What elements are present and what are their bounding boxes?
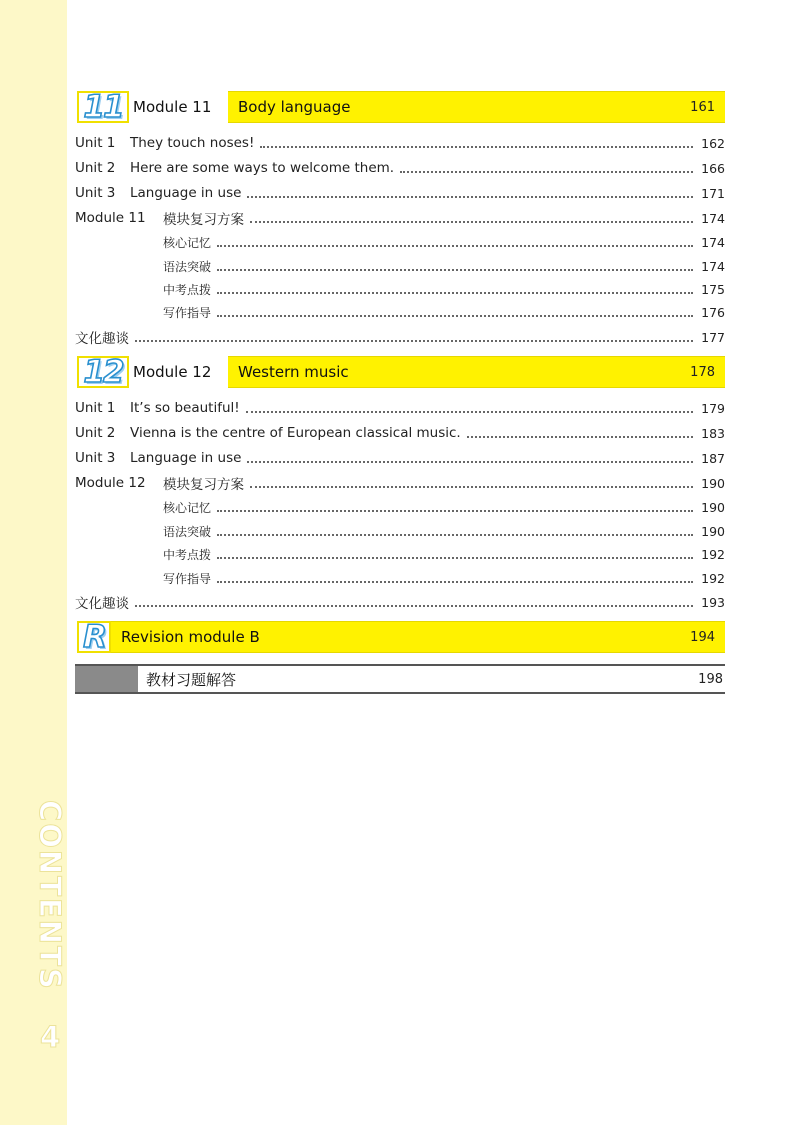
toc-entry-review-item[interactable] <box>75 497 725 517</box>
page-number: 175 <box>701 281 725 297</box>
dot-leader <box>217 291 693 294</box>
entry-title: 中考点拨 <box>163 282 212 297</box>
module-12-header[interactable] <box>75 353 725 390</box>
dot-leader <box>246 410 693 413</box>
page-number: 178 <box>690 364 715 380</box>
toc-entry-unit[interactable] <box>75 133 725 153</box>
dot-leader <box>260 145 693 148</box>
module-badge: 12 <box>77 356 129 388</box>
unit-label: Unit 1 <box>75 135 116 151</box>
page-number: 176 <box>701 304 725 320</box>
dot-leader <box>217 509 693 512</box>
entry-title: Vienna is the centre of European classical music. <box>130 425 461 441</box>
entry-title: They touch noses! <box>130 135 255 151</box>
page-number: 174 <box>701 210 725 226</box>
toc-entry-review[interactable] <box>75 473 725 493</box>
page-number: 194 <box>690 629 715 645</box>
entry-title: Language in use <box>130 450 242 466</box>
entry-title: Here are some ways to welcome them. <box>130 160 395 176</box>
dot-leader <box>217 533 693 536</box>
page-number: 183 <box>701 425 725 441</box>
page-number: 192 <box>701 570 725 586</box>
module-label: Module 11 <box>133 98 212 116</box>
module-label: Module 12 <box>133 363 212 381</box>
entry-title: 模块复习方案 <box>163 477 244 493</box>
dot-leader <box>250 485 693 488</box>
revision-module-header[interactable] <box>75 618 725 655</box>
dot-leader <box>135 604 693 607</box>
dot-leader <box>250 220 693 223</box>
entry-title: 核心记忆 <box>163 235 212 250</box>
toc-entry-review-item[interactable] <box>75 302 725 322</box>
page-number: 187 <box>701 450 725 466</box>
toc-entry-unit[interactable] <box>75 158 725 178</box>
page-number: 171 <box>701 185 725 201</box>
revision-badge: R <box>77 621 111 653</box>
answers-title: 教材习题解答 <box>146 670 237 689</box>
module-11-header[interactable] <box>75 88 725 125</box>
unit-label: Unit 3 <box>75 185 116 201</box>
page-number: 162 <box>701 135 725 151</box>
module-title: Western music <box>238 363 349 381</box>
toc-entry-unit[interactable] <box>75 423 725 443</box>
unit-label: Module 12 <box>75 475 146 491</box>
module-title-bar <box>111 621 725 653</box>
toc-entry-review-item[interactable] <box>75 256 725 276</box>
toc-entry-review-item[interactable] <box>75 568 725 588</box>
entry-title: 文化趣谈 <box>75 596 129 612</box>
module-title: Revision module B <box>121 628 260 646</box>
answers-section[interactable] <box>75 664 725 694</box>
page-number: 161 <box>690 99 715 115</box>
toc-entry-unit[interactable] <box>75 398 725 418</box>
dot-leader <box>400 170 693 173</box>
page-number: 174 <box>701 234 725 250</box>
dot-leader <box>247 460 693 463</box>
page-number: 177 <box>701 329 725 345</box>
dot-leader <box>217 556 693 559</box>
page-number: 190 <box>701 523 725 539</box>
module-title-bar <box>228 356 725 388</box>
toc-entry-culture[interactable] <box>75 592 725 612</box>
page-number: 193 <box>701 594 725 610</box>
toc-entry-review[interactable] <box>75 208 725 228</box>
page-number: 192 <box>701 546 725 562</box>
unit-label: Unit 2 <box>75 425 116 441</box>
toc-entry-unit[interactable] <box>75 448 725 468</box>
sidebar-contents-label: CONTENTS <box>33 800 67 991</box>
toc-entry-review-item[interactable] <box>75 232 725 252</box>
module-title: Body language <box>238 98 351 116</box>
entry-title: 文化趣谈 <box>75 331 129 347</box>
entry-title: Language in use <box>130 185 242 201</box>
dot-leader <box>217 244 693 247</box>
dot-leader <box>467 435 693 438</box>
sidebar <box>0 0 67 1125</box>
gray-block <box>75 666 138 692</box>
unit-label: Unit 1 <box>75 400 116 416</box>
toc-entry-unit[interactable] <box>75 183 725 203</box>
sidebar-page-number: 4 <box>40 1020 61 1054</box>
entry-title: 核心记忆 <box>163 500 212 515</box>
toc-entry-culture[interactable] <box>75 327 725 347</box>
module-badge: 11 <box>77 91 129 123</box>
entry-title: 写作指导 <box>163 305 212 320</box>
entry-title: 语法突破 <box>163 259 212 274</box>
page-number: 179 <box>701 400 725 416</box>
page-number: 174 <box>701 258 725 274</box>
toc-entry-review-item[interactable] <box>75 279 725 299</box>
page-number: 198 <box>698 671 723 687</box>
page-number: 166 <box>701 160 725 176</box>
dot-leader <box>217 314 693 317</box>
toc-entry-review-item[interactable] <box>75 521 725 541</box>
dot-leader <box>217 580 693 583</box>
unit-label: Module 11 <box>75 210 146 226</box>
dot-leader <box>135 339 693 342</box>
unit-label: Unit 3 <box>75 450 116 466</box>
dot-leader <box>217 268 693 271</box>
page-number: 190 <box>701 475 725 491</box>
module-title-bar <box>228 91 725 123</box>
toc-entry-review-item[interactable] <box>75 544 725 564</box>
page-number: 190 <box>701 499 725 515</box>
entry-title: It’s so beautiful! <box>130 400 240 416</box>
unit-label: Unit 2 <box>75 160 116 176</box>
entry-title: 模块复习方案 <box>163 212 244 228</box>
entry-title: 中考点拨 <box>163 547 212 562</box>
entry-title: 写作指导 <box>163 571 212 586</box>
entry-title: 语法突破 <box>163 524 212 539</box>
dot-leader <box>247 195 693 198</box>
